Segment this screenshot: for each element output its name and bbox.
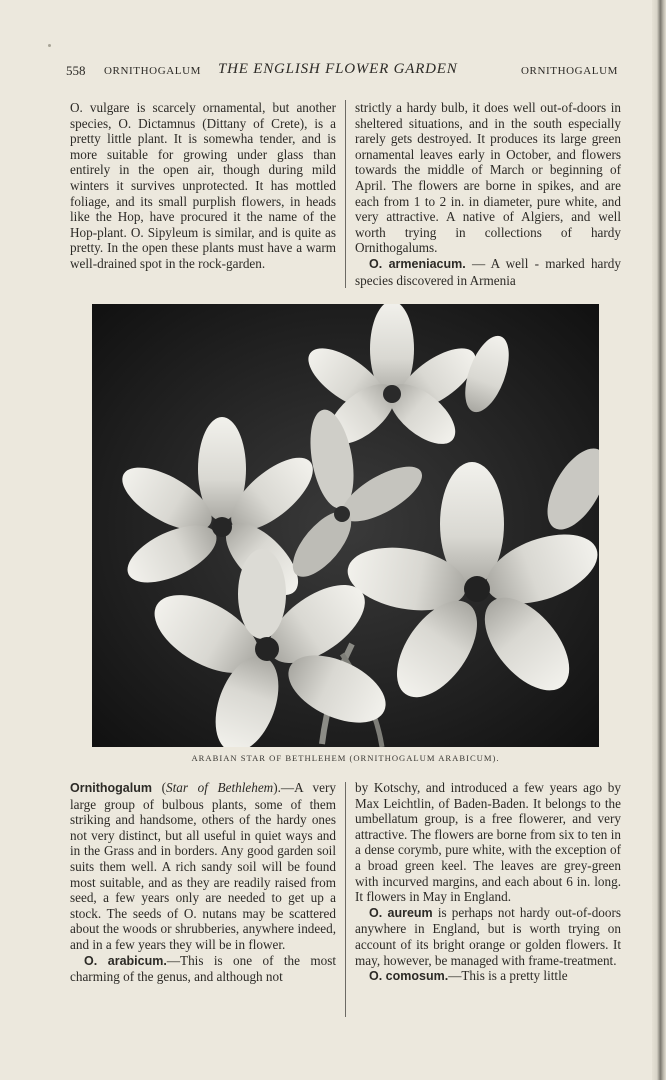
- column-divider-bottom: [345, 782, 346, 1017]
- close-paren: ).—: [273, 780, 295, 795]
- column-top-left: [70, 100, 336, 272]
- page-speck: [48, 44, 51, 47]
- column-bottom-left: [70, 780, 336, 985]
- paragraph-ornithogalum-text: A very large group of bulbous plants, some of them striking and handsome, others of the hardy ones not very distinct, but all useful in quiet ways and in the Grass and in borders. Any good garden soil suits them well. A rich sandy soil will be found most suitable, and as they are readily raised from seed, a few years only are needed to get up a stock. The seeds of O. nutans may be scattered about the woods or shrubberies, anywhere indeed, and in a few years they will be in flower.: [70, 780, 336, 952]
- paragraph-comosum: [355, 968, 621, 985]
- star-of-bethlehem-illustration: [92, 304, 599, 747]
- paragraph-ornithogalum: [70, 780, 336, 953]
- paragraph-dictamnus: O. vulgare is scarcely ornamental, but another species, O. Dictamnus (Dittany of Crete), is a pretty little plant. It is somewha tender, and is more suitable for growing under glass than entirely in the open air, though during mild winters it survives unprotected. It has mottled foliage, and its small purplish flowers, in heads like the Hop, have procured it the name of the Hop-plant. O. Sipyleum is similar, and is quite as pretty. In the open these plants must have a warm well-drained spot in the rock-garden.: [70, 100, 336, 271]
- paragraph-aureum-text: is perhaps not hardy out-of-doors anywhere in England, but is worth trying on account of its bright orange or golden flowers. It may, however, be managed with frame-treatment.: [355, 904, 621, 968]
- paragraph-arabicum-text: —This is one of the most charming of the genus, and although not: [70, 952, 336, 985]
- illustration-plate: [92, 304, 599, 747]
- paragraph-comosum-text: —This is a pretty little: [448, 968, 568, 984]
- paragraph-aureum: [355, 905, 621, 968]
- running-header: [66, 60, 618, 80]
- species-armeniacum: O. armeniacum.: [369, 256, 466, 271]
- page-number: 558: [66, 63, 86, 78]
- species-comosum: O. comosum.: [369, 969, 449, 984]
- species-aureum: O. aureum: [369, 905, 433, 920]
- illustration-caption: ARABIAN STAR OF BETHLEHEM (ORNITHOGALUM ARABICUM).: [191, 753, 500, 763]
- column-top-right: [355, 100, 621, 288]
- left-running-head: ORNITHOGALUM: [104, 65, 202, 77]
- paragraph-arabicum-continued: strictly a hardy bulb, it does well out-of-doors in sheltered situations, and in the south especially rarely gets destroyed. It produces its large green ornamental leaves early in October, and flowers towards the middle of March or beginning of April. The flowers are borne in spikes, and are each from 1 to 2 in. in diameter, pure white, and very attractive. A native of Algiers, and well worth trying in collections of hardy Ornithogalums.: [355, 100, 621, 256]
- column-divider-top: [345, 100, 346, 288]
- genus-heading: Ornithogalum: [70, 781, 152, 795]
- right-running-head: ORNITHOGALUM: [520, 65, 618, 77]
- paragraph-arabicum: [70, 953, 336, 985]
- species-arabicum: O. arabicum.: [84, 953, 167, 968]
- paragraph-armeniacum-text: — A well - marked hardy species discovered in Armenia: [355, 255, 621, 288]
- paragraph-armeniacum: [355, 256, 621, 288]
- book-title: THE ENGLISH FLOWER GARDEN: [218, 61, 458, 77]
- paragraph-armeniacum-continued: by Kotschy, and introduced a few years ago by Max Leichtlin, of Baden-Baden. It belongs to the umbellatum group, is a free flowerer, and very attractive. The flowers are borne from six to ten in a dense corymb, pure white, with the exception of a broad green keel. The leaves are grey-green with incurved margins, and each about 6 in. long. It flowers in May in England.: [355, 780, 621, 905]
- page-edge-shadow: [652, 0, 666, 1080]
- common-name: Star of Bethlehem: [166, 780, 274, 795]
- open-paren: (: [151, 780, 166, 795]
- column-bottom-right: [355, 780, 621, 985]
